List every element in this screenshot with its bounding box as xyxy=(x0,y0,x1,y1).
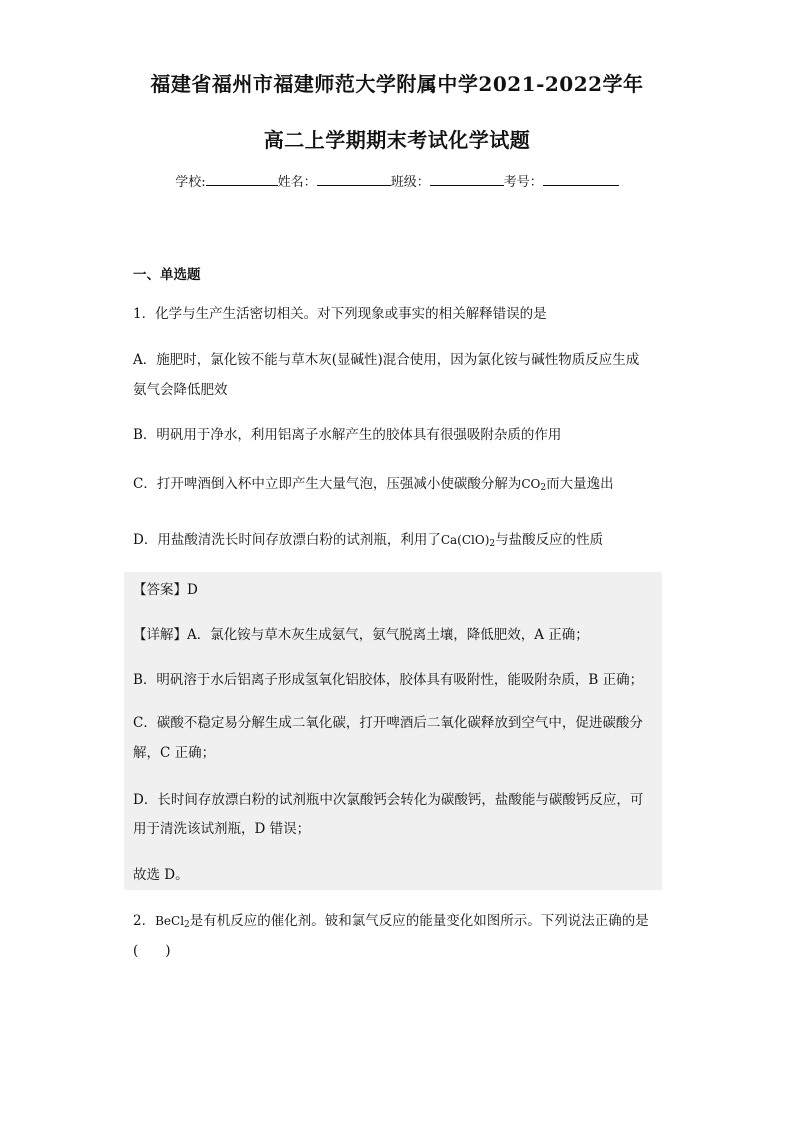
exam-title-line1: 福建省福州市福建师范大学附属中学2021-2022学年 xyxy=(150,72,644,96)
q1-option-b: B．明矾用于净水，利用铝离子水解产生的胶体具有很强吸附杂质的作用 xyxy=(133,427,562,443)
detail-d-line2: 用于清洗该试剂瓶，D 错误； xyxy=(133,821,311,837)
q2-stem xyxy=(133,908,663,938)
q2-answer-parentheses: ( ) xyxy=(133,943,171,959)
q1-option-c-text: C．打开啤酒倒入杯中立即产生大量气泡，压强减小使碳酸分解为 xyxy=(133,476,522,492)
detail-c-line2: 解，C 正确； xyxy=(133,745,216,761)
name-label: 姓名： xyxy=(277,175,317,190)
exam-title-line2: 高二上学期期末考试化学试题 xyxy=(263,128,531,152)
detail-c-line1: C．碳酸不稳定易分解生成二氧化碳，打开啤酒后二氧化碳释放到空气中，促进碳酸分 xyxy=(133,715,643,731)
detail-a: 【详解】A．氯化铵与草木灰生成氨气，氨气脱离土壤，降低肥效，A 正确； xyxy=(133,627,589,643)
school-blank[interactable] xyxy=(206,171,278,186)
answer-line: 【答案】D xyxy=(133,582,198,598)
co2-formula: $CO_2$ xyxy=(521,477,547,493)
name-blank[interactable] xyxy=(317,171,391,186)
exam-number-label: 考号： xyxy=(503,175,543,190)
becl2-formula: BeCl$_2$ xyxy=(155,914,190,930)
calcium-hypochlorite-formula: $Ca(ClO)_2$ xyxy=(440,533,496,549)
q1-option-d-text: D．用盐酸清洗长时间存放漂白粉的试剂瓶，利用了 xyxy=(133,532,441,548)
section-title: 一、单选题 xyxy=(133,267,201,283)
q2-stem-text: 是有机反应的催化剂。铍和氯气反应的能量变化如图所示。下列说法正确的是 xyxy=(189,913,649,929)
q2-number: 2． xyxy=(133,913,156,929)
detail-b: B．明矾溶于水后铝离子形成氢氧化铝胶体，胶体具有吸附性，能吸附杂质，B 正确； xyxy=(133,672,644,688)
detail-d-line1: D．长时间存放漂白粉的试剂瓶中次氯酸钙会转化为碳酸钙，盐酸能与碳酸钙反应，可 xyxy=(133,792,644,808)
q1-option-d-tail: 与盐酸反应的性质 xyxy=(495,532,604,548)
q1-option-a-line2: 氨气会降低肥效 xyxy=(133,382,228,398)
q1-option-a-line1: A．施肥时，氯化铵不能与草木灰(显碱性)混合使用，因为氯化铵与碱性物质反应生成 xyxy=(133,352,640,368)
answer-conclusion: 故选 D。 xyxy=(133,867,189,883)
q1-option-d xyxy=(133,527,663,557)
exam-number-blank[interactable] xyxy=(543,171,619,186)
q1-option-c xyxy=(133,471,663,501)
class-blank[interactable] xyxy=(430,171,504,186)
q1-option-c-tail: 而大量逸出 xyxy=(546,476,614,492)
student-info-row xyxy=(0,171,794,190)
q1-stem: 1．化学与生产生活密切相关。对下列现象或事实的相关解释错误的是 xyxy=(133,306,547,322)
class-label: 班级： xyxy=(390,175,430,190)
school-label: 学校: xyxy=(175,175,206,190)
